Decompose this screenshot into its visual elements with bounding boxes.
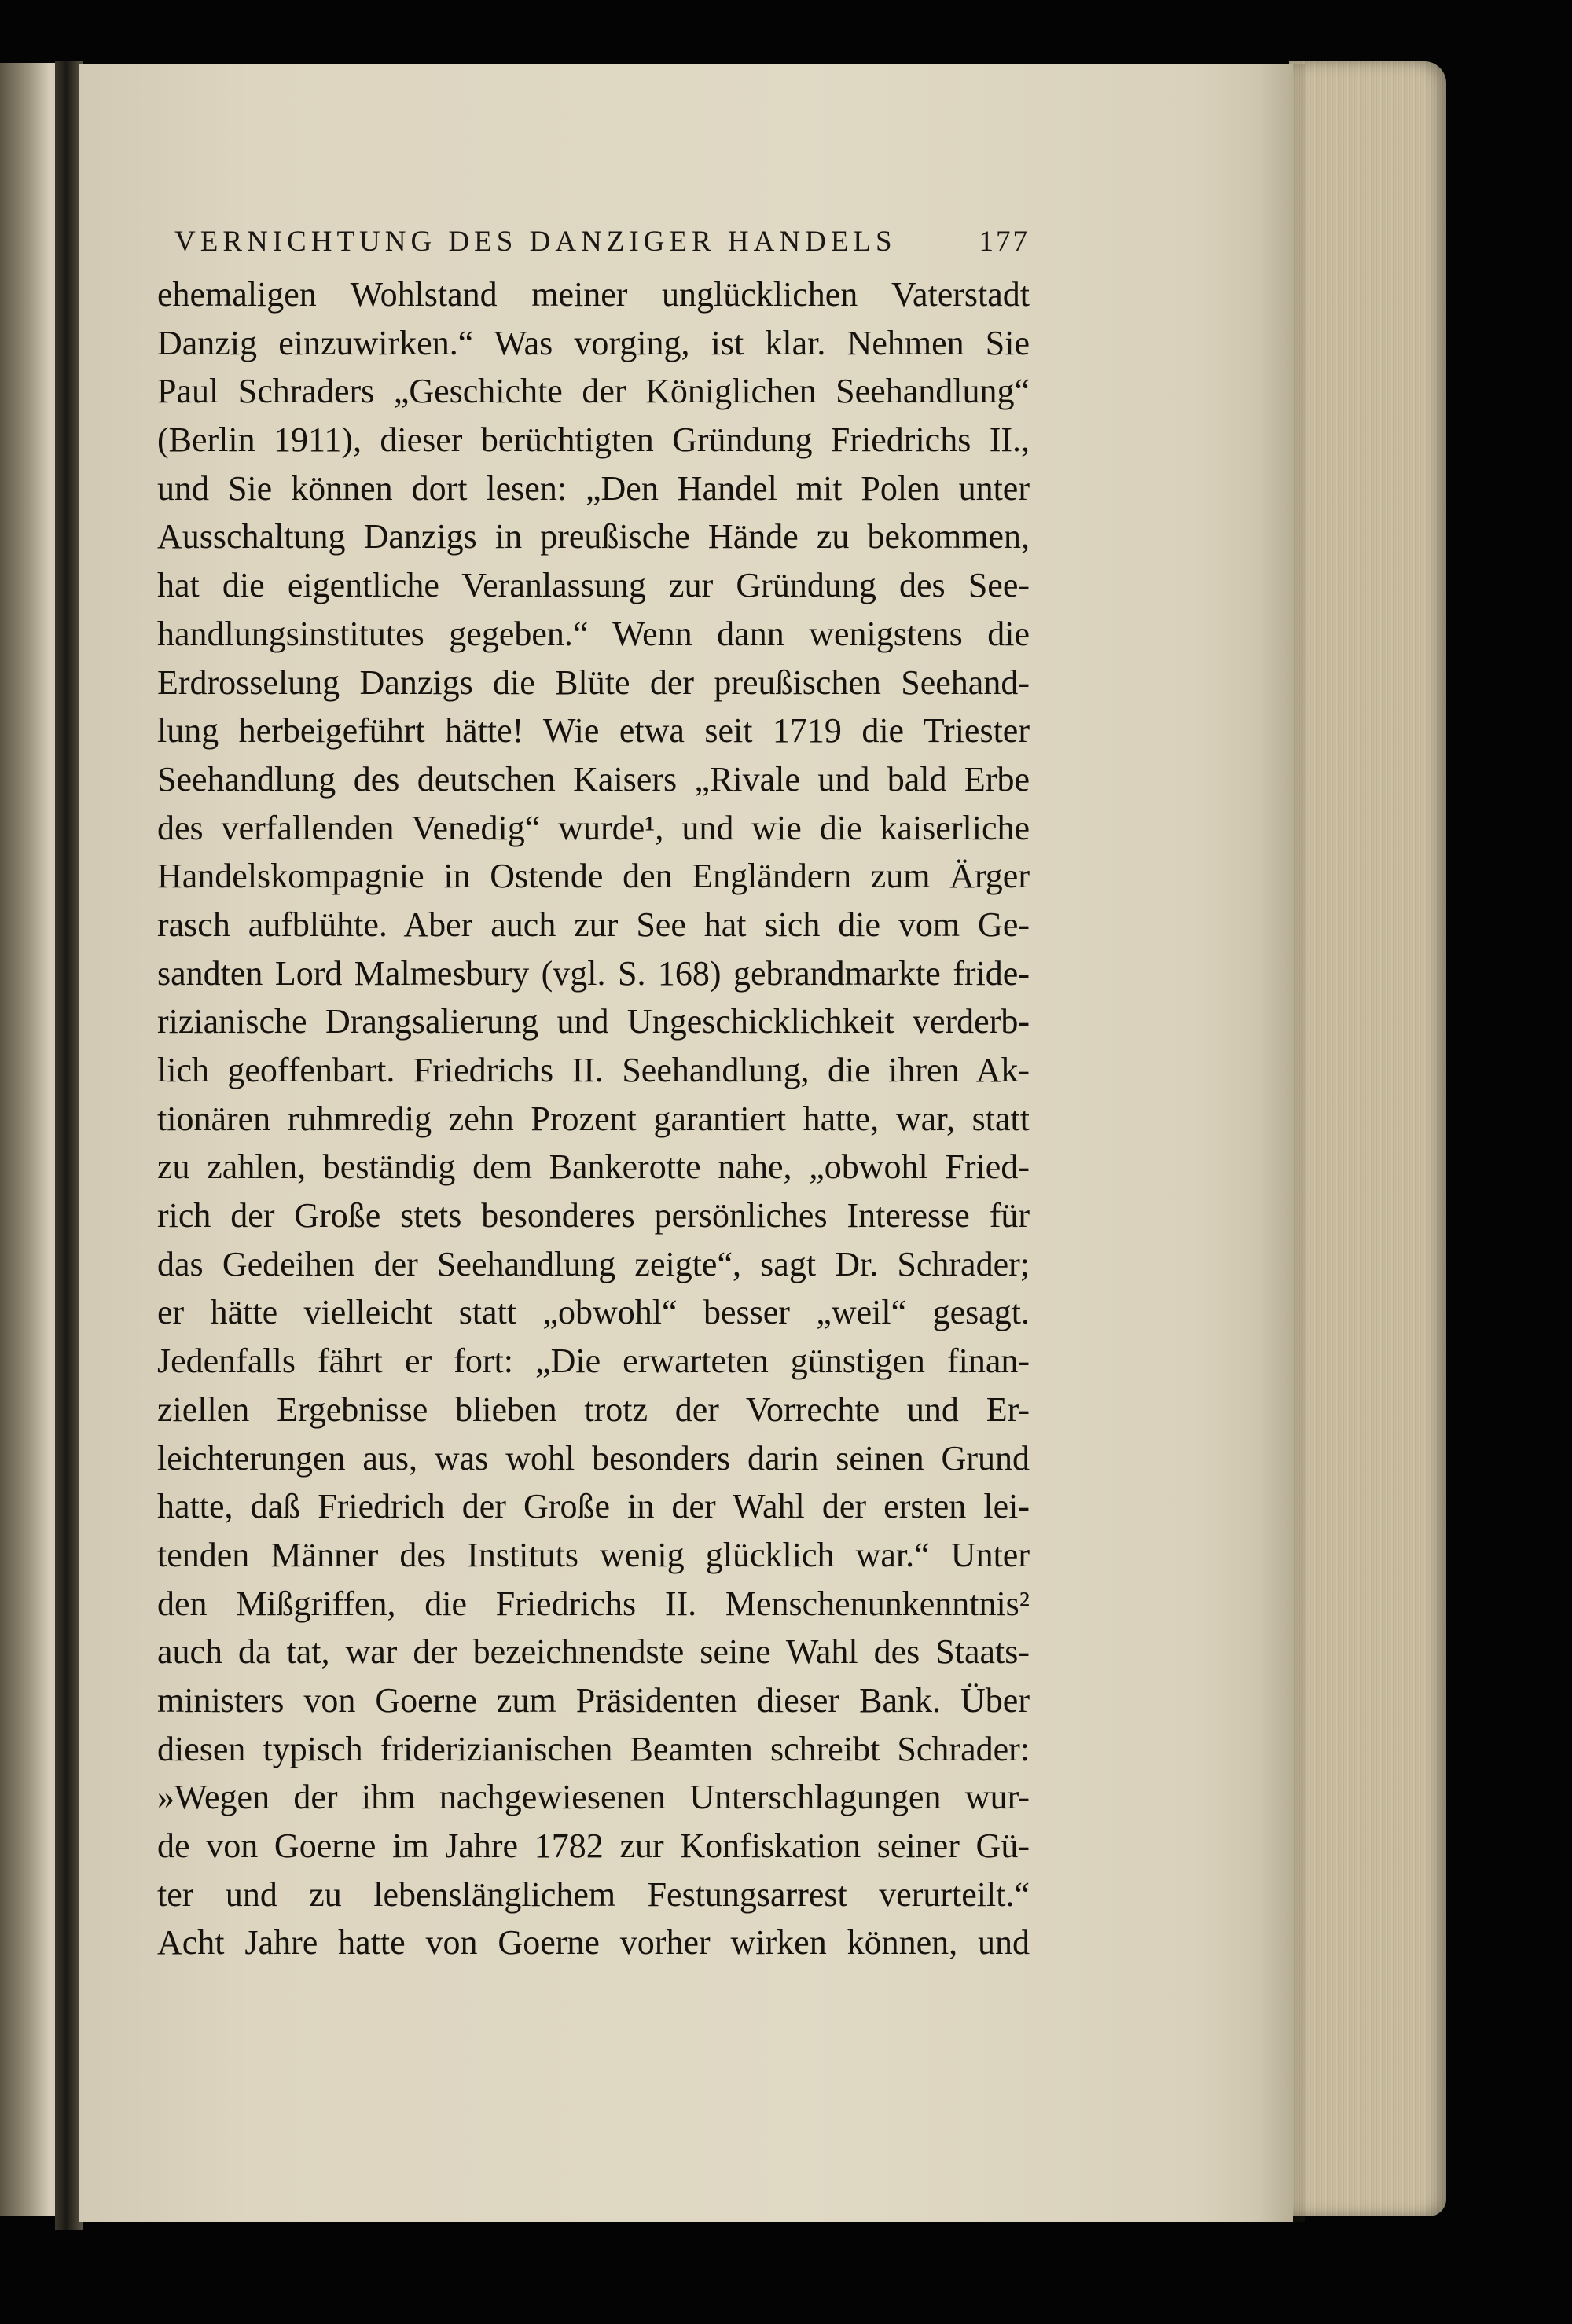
text-line: rizianische Drangsalierung und Ungeschicklichkeit verderb- <box>157 1002 1030 1041</box>
text-line: des verfallenden Venedig“ wurde¹, und wie die kaiserliche <box>157 808 1030 847</box>
page-block-edges <box>1289 61 1446 2216</box>
running-title: VERNICHTUNG DES DANZIGER HANDELS <box>174 226 897 258</box>
text-line: hat die eigentliche Veranlassung zur Gründung des See- <box>157 566 1030 605</box>
text-line: rich der Große stets besonderes persönliches Interesse für <box>157 1196 1030 1235</box>
text-line: hatte, daß Friedrich der Große in der Wahl der ersten lei- <box>157 1487 1030 1526</box>
page-edge-shadow <box>1258 64 1305 2222</box>
text-line: diesen typisch friderizianischen Beamten schreibt Schrader: <box>157 1729 1030 1768</box>
text-line: handlungsinstitutes gegeben.“ Wenn dann wenigstens die <box>157 614 1030 653</box>
text-line: auch da tat, war der bezeichnendste seine Wahl des Staats- <box>157 1632 1030 1672</box>
running-header <box>174 222 1030 262</box>
text-line: Handelskompagnie in Ostende den Engländern zum Ärger <box>157 857 1030 896</box>
text-line: de von Goerne im Jahre 1782 zur Konfiskation seiner Gü- <box>157 1827 1030 1865</box>
text-line: das Gedeihen der Seehandlung zeigte“, sagt Dr. Schrader; <box>157 1244 1030 1283</box>
text-line: er hätte vielleicht statt „obwohl“ besser „weil“ gesagt. <box>157 1293 1030 1332</box>
text-line: ehemaligen Wohlstand meiner unglücklichen Vaterstadt <box>157 275 1030 314</box>
text-line: Acht Jahre hatte von Goerne vorher wirken können, und <box>157 1923 1030 1962</box>
text-line: »Wegen der ihm nachgewiesenen Unterschlagungen wur- <box>157 1778 1030 1817</box>
page-number: 177 <box>979 226 1030 258</box>
text-line: tenden Männer des Instituts wenig glücklich war.“ Unter <box>157 1535 1030 1574</box>
text-line: leichterungen aus, was wohl besonders darin seinen Grund <box>157 1438 1030 1478</box>
text-line: (Berlin 1911), dieser berüchtigten Gründung Friedrichs II., <box>157 420 1030 460</box>
text-line: sandten Lord Malmesbury (vgl. S. 168) gebrandmarkte fride- <box>157 953 1030 993</box>
text-line: ter und zu lebenslänglichem Festungsarrest verurteilt.“ <box>157 1874 1030 1914</box>
text-line: ministers von Goerne zum Präsidenten dieser Bank. Über <box>157 1680 1030 1720</box>
text-line: Danzig einzuwirken.“ Was vorging, ist klar. Nehmen Sie <box>157 323 1030 362</box>
text-line: und Sie können dort lesen: „Den Handel mit Polen unter <box>157 468 1030 508</box>
body-text <box>157 270 1030 1967</box>
text-line: ziellen Ergebnisse blieben trotz der Vorrechte und Er- <box>157 1390 1030 1429</box>
text-line: zu zahlen, beständig dem Bankerotte nahe, „obwohl Fried- <box>157 1147 1030 1187</box>
text-line: tionären ruhmredig zehn Prozent garantiert hatte, war, statt <box>157 1099 1030 1138</box>
text-line: Paul Schraders „Geschichte der Königlichen Seehandlung“ <box>157 372 1030 411</box>
text-line: Jedenfalls fährt er fort: „Die erwarteten günstigen finan- <box>157 1342 1030 1381</box>
text-line: Erdrosselung Danzigs die Blüte der preußischen Seehand- <box>157 663 1030 702</box>
text-line: Seehandlung des deutschen Kaisers „Rivale und bald Erbe <box>157 759 1030 799</box>
text-line: rasch aufblühte. Aber auch zur See hat sich die vom Ge- <box>157 905 1030 944</box>
text-line: lich geoffenbart. Friedrichs II. Seehandlung, die ihren Ak- <box>157 1051 1030 1089</box>
text-line: lung herbeigeführt hätte! Wie etwa seit 1719 die Triester <box>157 711 1030 751</box>
text-line: Ausschaltung Danzigs in preußische Hände zu bekommen, <box>157 517 1030 556</box>
text-line: den Mißgriffen, die Friedrichs II. Menschenunkenntnis² <box>157 1584 1030 1623</box>
